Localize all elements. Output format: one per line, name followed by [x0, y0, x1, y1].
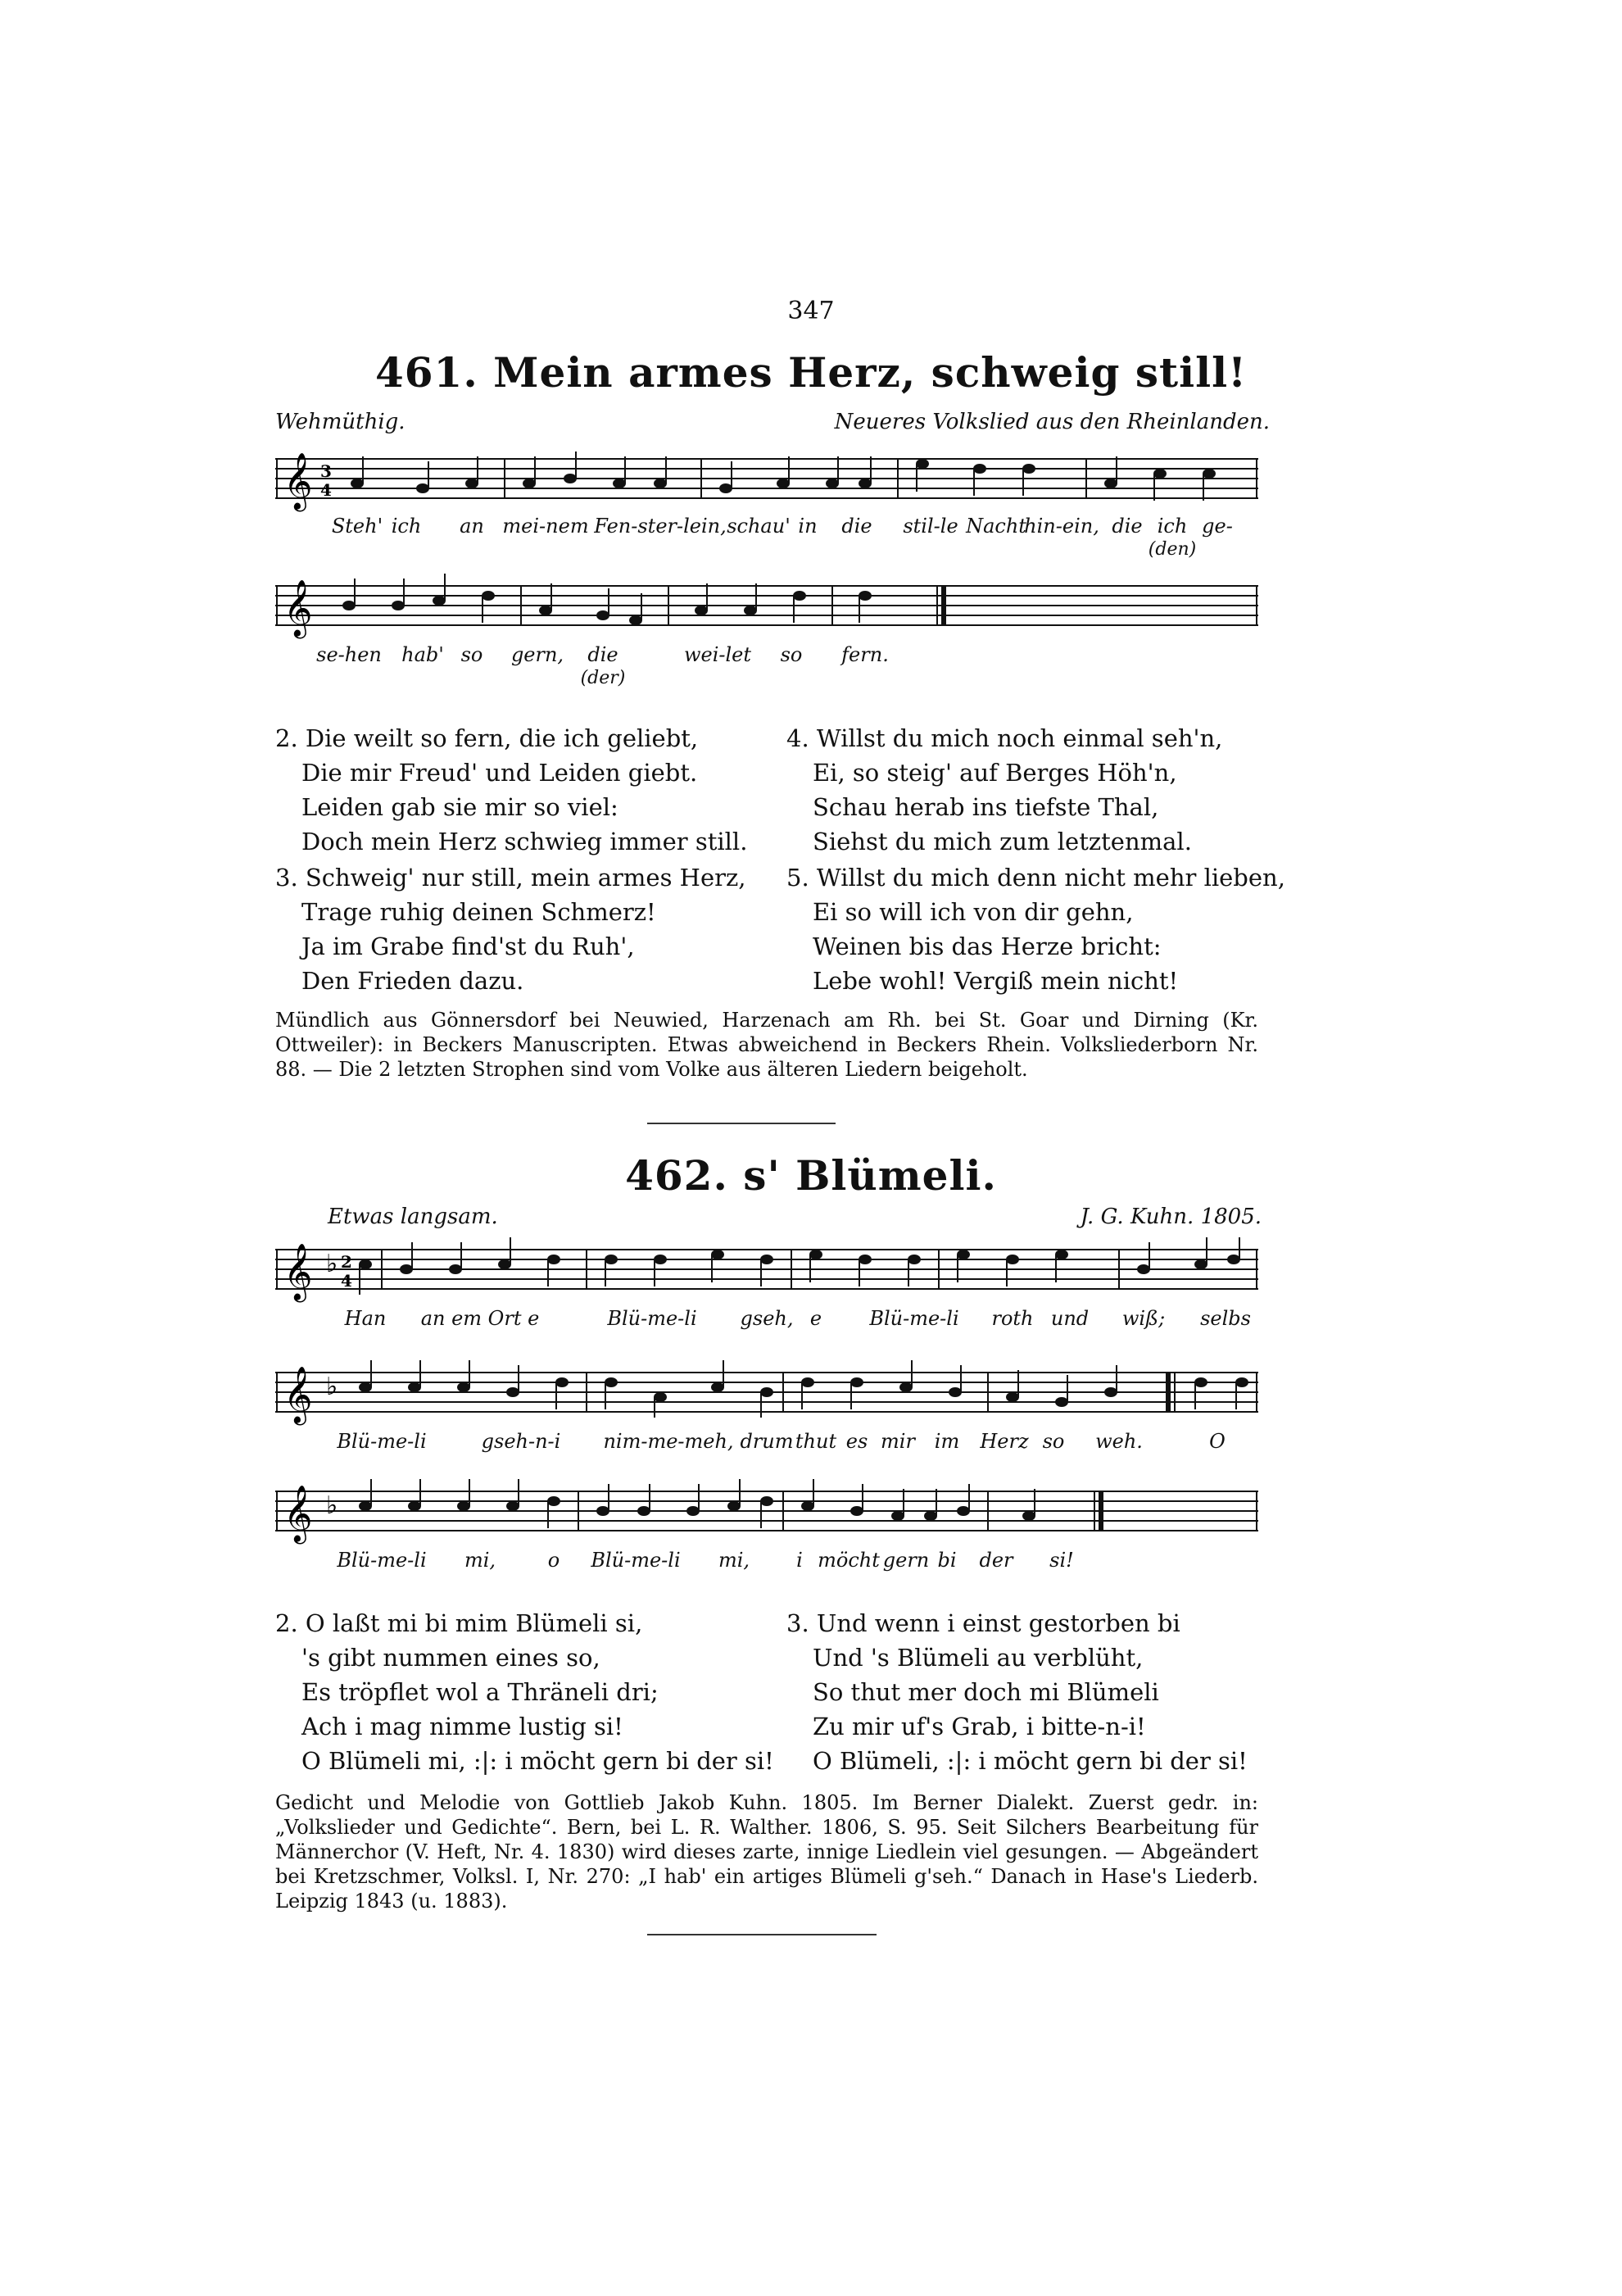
lyric-syllable: ge-: [1202, 515, 1233, 538]
lyric-syllable: schau': [727, 515, 791, 538]
lyric-syllable: die: [587, 643, 618, 666]
song-462-title: [0, 1151, 1622, 1200]
lyric-syllable: selbs: [1200, 1307, 1251, 1330]
verse-line: O laßt mi bi mim Blümeli si,: [305, 1609, 643, 1637]
lyric-syllable: se-hen: [316, 643, 382, 666]
verse-line: Ach i mag nimme lustig si!: [301, 1713, 623, 1740]
lyric-syllable: o: [547, 1549, 560, 1572]
lyric-syllable: e: [809, 1307, 822, 1330]
treble-clef-icon: 𝄞: [283, 1366, 313, 1423]
lyric-syllable: an: [460, 515, 484, 538]
time-signature-bottom: 4: [320, 480, 332, 500]
section-divider: [647, 1123, 836, 1124]
song-462-composer: J. G. Kuhn. 1805.: [1080, 1205, 1262, 1229]
verse-line: Und 's Blümeli au verblüht,: [813, 1644, 1144, 1672]
song-461-staff-2: [275, 574, 1258, 639]
lyric-syllable: bi: [937, 1549, 957, 1572]
lyric-syllable: gern,: [510, 643, 564, 666]
lyric-syllable: Fen-ster-lein,: [594, 515, 727, 538]
flat-icon: ♭: [326, 1250, 338, 1278]
lyric-syllable: Blü-me-li: [591, 1549, 681, 1572]
lyric-syllable: gern: [882, 1549, 930, 1572]
lyric-syllable: si!: [1049, 1549, 1074, 1572]
treble-clef-icon: 𝄞: [283, 1243, 313, 1300]
treble-clef-icon: 𝄞: [283, 1485, 313, 1542]
lyric-syllable: Steh': [331, 515, 383, 538]
verse-line: Siehst du mich zum letztenmal.: [813, 828, 1192, 855]
verse-line: O Blümeli mi, :|: i möcht gern bi der si!: [301, 1747, 774, 1775]
song-462-verse-2: [275, 1606, 774, 1778]
verse-line: Trage ruhig deinen Schmerz!: [301, 898, 656, 926]
verse-line: Willst du mich noch einmal seh'n,: [816, 724, 1223, 752]
lyric-syllable: und: [1050, 1307, 1090, 1330]
flat-icon: ♭: [326, 1491, 338, 1520]
lyric-syllable: stil-le: [903, 515, 958, 538]
lyric-syllable: wiß;: [1121, 1307, 1166, 1330]
verse-line: Die weilt so fern, die ich geliebt,: [305, 724, 699, 752]
verse-line: Es tröpflet wol a Thräneli dri;: [301, 1678, 659, 1706]
lyric-syllable: O: [1209, 1430, 1226, 1453]
verse-line: Ei, so steig' auf Berges Höh'n,: [813, 759, 1177, 787]
verse-number: 2.: [275, 724, 298, 752]
verse-line: Lebe wohl! Vergiß mein nicht!: [813, 967, 1179, 995]
lyric-syllable: der: [979, 1549, 1013, 1572]
lyric-syllable: ich: [1157, 515, 1188, 538]
verse-line: O Blümeli, :|: i möcht gern bi der si!: [813, 1747, 1248, 1775]
song-462-staff-3: [275, 1479, 1258, 1545]
song-461-tempo: Wehmüthig.: [275, 410, 406, 434]
lyric-syllable: nim-me-meh,: [603, 1430, 734, 1453]
lyric-syllable: weh.: [1095, 1430, 1143, 1453]
verse-line: 's gibt nummen eines so,: [301, 1644, 600, 1672]
lyric-syllable: es: [845, 1430, 868, 1453]
lyric-syllable: gseh,: [740, 1307, 794, 1330]
song-461-source: Neueres Volkslied aus den Rheinlanden.: [834, 410, 1270, 434]
song-461-staff-1: [275, 447, 1258, 512]
lyric-syllable: mi,: [464, 1549, 496, 1572]
verse-line: Ei so will ich von dir gehn,: [813, 898, 1134, 926]
time-signature-top: 2: [341, 1252, 352, 1272]
verse-line: Schau herab ins tiefste Thal,: [813, 793, 1159, 821]
lyric-syllable: hab': [401, 643, 444, 666]
lyric-syllable: fern.: [841, 643, 889, 666]
lyric-syllable: mei-nem: [502, 515, 589, 538]
song-462-notes: Gedicht und Melodie von Gottlieb Jakob Kuhn. 1805. Im Berner Dialekt. Zuerst gedr. in: „Volkslieder und Gedichte“. Bern, bei L. R. Walther. 1806, S. 95. Seit Silchers Bearbeitung für Männerchor (V. Heft, Nr. 4. 1830) wird dieses zarte, innige Liedlein viel gesungen. — Abgeändert bei Kretzschmer, Volksl. I, Nr. 270: „I hab' ein artiges Blümeli g'seh.“ Danach in Hase's Liederb. Leipzig 1843 (u. 1883).: [275, 1791, 1258, 1913]
treble-clef-icon: 𝄞: [283, 579, 313, 637]
lyric-syllable: so: [1042, 1430, 1065, 1453]
song-461-verse-2: [275, 721, 747, 859]
lyric-syllable: Blü-me-li: [869, 1307, 959, 1330]
lyric-syllable: im: [934, 1430, 960, 1453]
lyric-syllable: in: [798, 515, 818, 538]
song-461-title: [0, 348, 1622, 397]
page-number: 347: [787, 297, 835, 325]
verse-line: Zu mir uf's Grab, i bitte-n-i!: [813, 1713, 1146, 1740]
song-461-verse-3: [275, 860, 745, 998]
lyric-syllable: die: [1112, 515, 1143, 538]
lyric-syllable: ich: [391, 515, 422, 538]
lyric-syllable: mi,: [718, 1549, 750, 1572]
verse-line: Doch mein Herz schwieg immer still.: [301, 828, 748, 855]
song-462-staff-1: [275, 1237, 1258, 1303]
time-signature-bottom: 4: [341, 1271, 352, 1291]
verse-number: 2.: [275, 1609, 298, 1637]
lyric-alt: (der): [580, 668, 626, 688]
verse-line: Leiden gab sie mir so viel:: [301, 793, 618, 821]
lyric-syllable: Herz: [980, 1430, 1029, 1453]
verse-line: Schweig' nur still, mein armes Herz,: [305, 864, 746, 892]
lyric-syllable: Blü-me-li: [337, 1430, 427, 1453]
verse-line: Den Frieden dazu.: [301, 967, 524, 995]
lyric-syllable: i: [796, 1549, 803, 1572]
song-461-verse-4: [786, 721, 1222, 859]
lyric-syllable: roth: [991, 1307, 1034, 1330]
lyric-syllable: hin-ein,: [1024, 515, 1099, 538]
song-461-verse-5: [786, 860, 1285, 998]
verse-line: Ja im Grabe find'st du Ruh',: [301, 932, 635, 960]
lyric-alt: (den): [1148, 539, 1197, 560]
song-461-notes: Mündlich aus Gönnersdorf bei Neuwied, Harzenach am Rh. bei St. Goar und Dirning (Kr. Ottweiler): in Beckers Manuscripten. Etwas abweichend in Beckers Rhein. Volksliederborn Nr. 88. — Die 2 letzten Strophen sind vom Volke aus älteren Liedern beigeholt.: [275, 1009, 1258, 1081]
song-462-staff-2: [275, 1360, 1258, 1426]
verse-line: So thut mer doch mi Blümeli: [813, 1678, 1159, 1706]
verse-line: Weinen bis das Herze bricht:: [813, 932, 1162, 960]
lyric-syllable: Blü-me-li: [607, 1307, 697, 1330]
lyric-syllable: so: [460, 643, 483, 666]
song-462-number: 462.: [625, 1151, 728, 1200]
song-462-verse-3: [786, 1606, 1248, 1778]
lyric-syllable: Blü-me-li: [337, 1549, 427, 1572]
lyric-syllable: Han: [344, 1307, 387, 1330]
song-462-lyrics-2: [275, 1430, 1258, 1463]
section-divider: [647, 1934, 877, 1935]
verse-number: 5.: [786, 864, 809, 892]
verse-line: Und wenn i einst gestorben bi: [816, 1609, 1180, 1637]
flat-icon: ♭: [326, 1373, 338, 1401]
time-signature-top: 3: [320, 461, 332, 481]
lyric-syllable: so: [780, 643, 803, 666]
song-462-lyrics-3: [275, 1549, 1258, 1581]
lyric-syllable: die: [841, 515, 872, 538]
song-461-number: 461.: [374, 348, 478, 397]
verse-number: 3.: [275, 864, 298, 892]
treble-clef-icon: 𝄞: [283, 452, 313, 510]
lyric-syllable: thut: [795, 1430, 837, 1453]
verse-line: Willst du mich denn nicht mehr lieben,: [816, 864, 1285, 892]
lyric-syllable: wei-let: [683, 643, 752, 666]
song-462-tempo: Etwas langsam.: [328, 1205, 498, 1229]
lyric-syllable: drum: [740, 1430, 794, 1453]
lyric-syllable: möcht: [818, 1549, 880, 1572]
lyric-syllable: mir: [881, 1430, 915, 1453]
lyric-syllable: Nacht: [966, 515, 1026, 538]
song-461-title-text: Mein armes Herz, schweig still!: [493, 348, 1248, 397]
song-462-title-text: s' Blümeli.: [743, 1151, 997, 1200]
verse-number: 4.: [786, 724, 809, 752]
lyric-syllable: an em Ort e: [420, 1307, 540, 1330]
song-461-lyrics-1: [275, 515, 1258, 560]
song-461-lyrics-2: [275, 643, 1258, 688]
verse-line: Die mir Freud' und Leiden giebt.: [301, 759, 698, 787]
verse-number: 3.: [786, 1609, 809, 1637]
lyric-syllable: gseh-n-i: [481, 1430, 561, 1453]
song-462-lyrics-1: [275, 1307, 1258, 1340]
